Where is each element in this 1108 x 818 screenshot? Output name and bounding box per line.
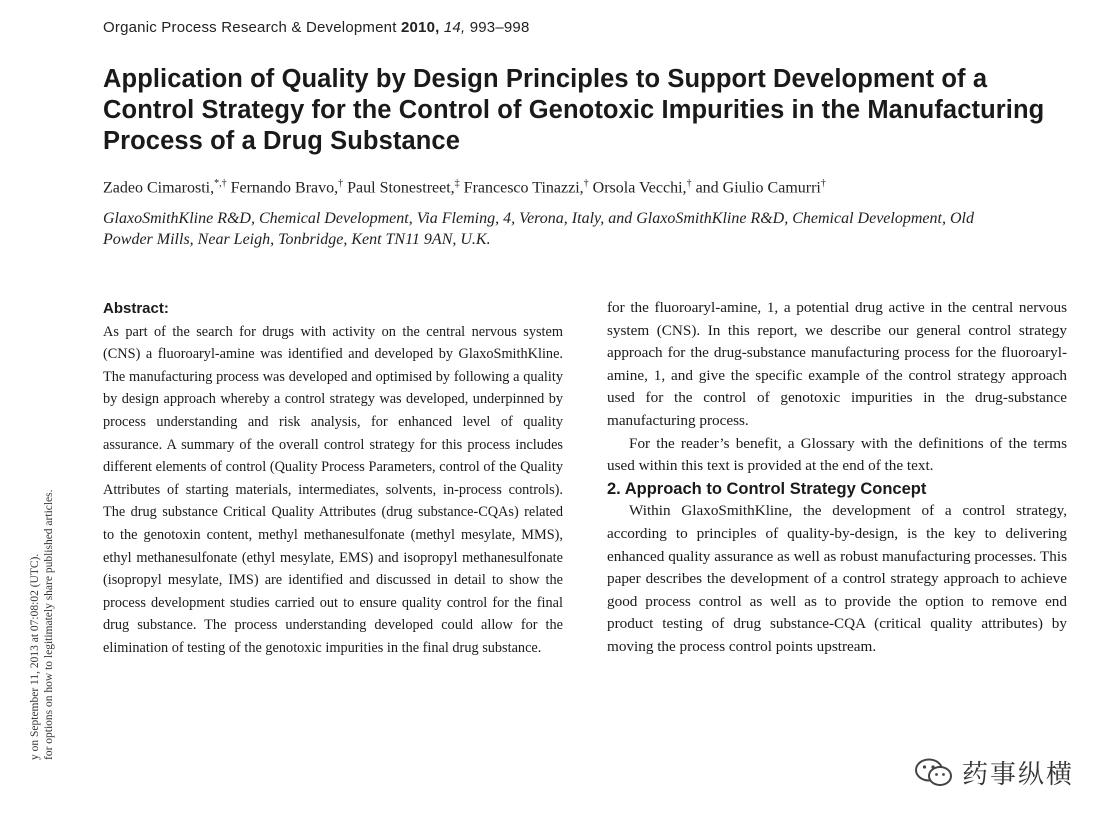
download-side-note: [28, 489, 56, 760]
author-mark: †: [686, 178, 692, 189]
author-mark: †: [820, 178, 826, 189]
journal-volume: 14,: [443, 19, 466, 36]
author-mark: *,†: [214, 178, 227, 189]
watermark-text: 药事纵横: [962, 760, 1075, 790]
journal-pages: 993–998: [469, 19, 530, 36]
right-column: [607, 297, 1067, 659]
abstract-text: As part of the search for drugs with activity on the central nervous system (CNS) a fluoroaryl-amine was identified and developed by GlaxoSmithKline. The manufacturing process was developed and optimised by following a quality by design approach whereby a control strategy was developed, underpinned by process understanding and risk analysis, for enhanced level of quality assurance. A summary of the overall control strategy for this process includes different elements of control (Quality Process Parameters, control of the Quality Attributes of starting materials, intermediates, solvents, in-process controls). The drug substance Critical Quality Attributes (drug substance-CQAs) related to the genotoxin content, methyl methanesulfonate (methyl mesylate, MMS), ethyl methanesulfonate (ethyl mesylate, EMS) and isopropyl methanesulfonate (isopropyl mesylate, IMS) are identified and discussed in detail to show the process development studies carried out to ensure quality control for the final drug substance. The process understanding developed could allow for the elimination of testing of the genotoxic impurities in the final drug substance.: [103, 323, 563, 656]
author: Paul Stonestreet,: [347, 179, 455, 197]
author: Zadeo Cimarosti,: [103, 179, 215, 197]
section-heading: 2. Approach to Control Strategy Concept: [607, 479, 927, 498]
author-list: [103, 178, 1063, 197]
author-mark: †: [338, 178, 344, 189]
side-note-line: y on September 11, 2013 at 07:08:02 (UTC).: [29, 553, 41, 760]
article-title: Application of Quality by Design Principles to Support Development of a Control Strategy for the Control of Genotoxic Impurities in the Manufacturing Process of a Drug Substance: [103, 65, 1045, 155]
journal-name: Organic Process Research & Development: [103, 19, 397, 36]
author: Francesco Tinazzi,: [463, 179, 584, 197]
paragraph: Within GlaxoSmithKline, the development of a control strategy, according to principles of quality-by-design, is the key to delivering enhanced quality assurance as well as robust manufacturing processes. This paper describes the development of a control strategy approach to achieve good process control as well as to provide the option to remove end product testing of drug substance-CQA (critical quality attributes) by moving the process control points upstream.: [607, 502, 1067, 655]
affiliation: GlaxoSmithKline R&D, Chemical Development, Via Fleming, 4, Verona, Italy, and GlaxoSmithKline R&D, Chemical Development, Old Powder Mills, Near Leigh, Tonbridge, Kent TN11 9AN, U.K.: [103, 210, 974, 248]
paragraph: for the fluoroaryl-amine, 1, a potential drug active in the central nervous system (CNS). In this report, we describe our general control strategy approach for the drug-substance manufacturing process for the fluoroaryl-amine, 1, and give the specific example of the control strategy approach used for the control of genotoxic impurities in the drug-substance manufacturing process.: [607, 299, 1067, 429]
author: Fernando Bravo,: [230, 179, 339, 197]
abstract-heading: Abstract:: [103, 300, 169, 317]
author: and Giulio Camurri: [695, 179, 821, 197]
abstract: [103, 298, 563, 660]
journal-citation: [103, 19, 529, 36]
wechat-icon: [914, 756, 954, 790]
side-note-line: for options on how to legitimately share published articles.: [43, 489, 55, 760]
journal-year: 2010,: [400, 19, 440, 36]
watermark: [914, 754, 1074, 791]
paragraph: For the reader’s benefit, a Glossary with the definitions of the terms used within this text is provided at the end of the text.: [607, 434, 1067, 475]
author: Orsola Vecchi,: [592, 179, 687, 197]
author-mark: †: [583, 178, 589, 189]
author-mark: ‡: [454, 178, 460, 189]
